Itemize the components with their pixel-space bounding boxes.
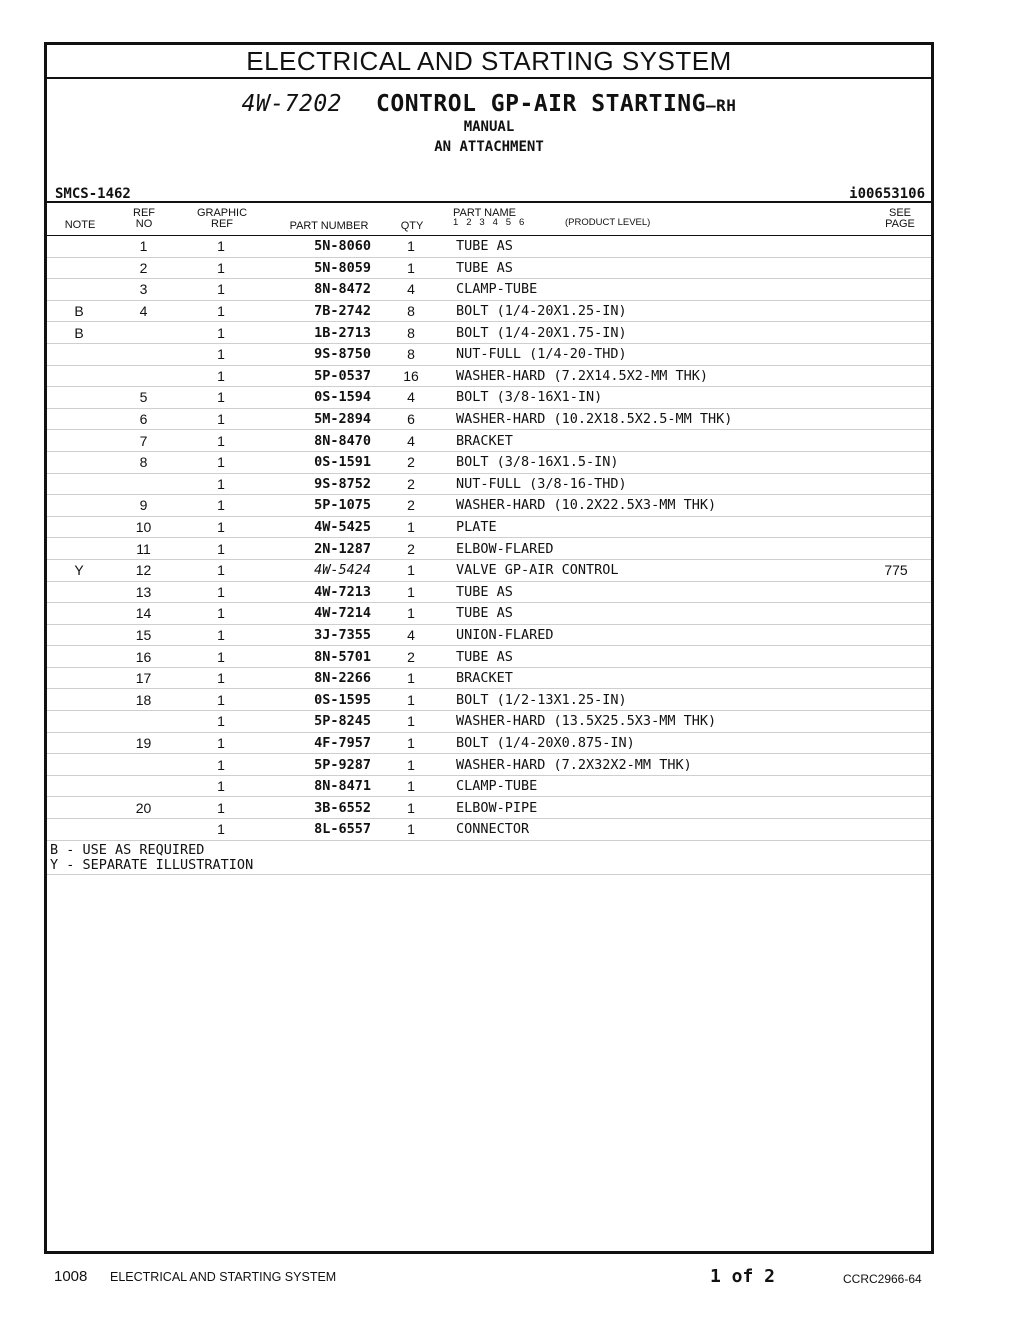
cell-part-number: 1B-2713 — [266, 322, 371, 344]
cell-note: Y — [47, 559, 111, 581]
cell-ref-no: 19 — [111, 732, 176, 754]
cell-note — [47, 603, 111, 625]
cell-see-page: 775 — [861, 559, 931, 581]
cell-graphic-ref: 1 — [176, 732, 266, 754]
cell-part-number: 5P-8245 — [266, 711, 371, 733]
cell-part-name: BOLT (1/4-20X0.875-IN) — [451, 732, 861, 754]
cell-see-page — [861, 732, 931, 754]
cell-qty: 2 — [371, 495, 451, 517]
table-row — [47, 667, 931, 689]
note-y: Y - SEPARATE ILLUSTRATION — [50, 856, 254, 873]
cell-note — [47, 538, 111, 560]
illustration-id: i00653106 — [849, 186, 925, 202]
cell-ref-no: 14 — [111, 603, 176, 625]
cell-graphic-ref: 1 — [176, 711, 266, 733]
cell-graphic-ref: 1 — [176, 775, 266, 797]
cell-part-number: 8N-8471 — [266, 775, 371, 797]
cell-ref-no: 13 — [111, 581, 176, 603]
cell-part-number: 9S-8752 — [266, 473, 371, 495]
cell-note — [47, 365, 111, 387]
cell-part-name: NUT-FULL (1/4-20-THD) — [451, 343, 861, 365]
cell-part-number: 5P-1075 — [266, 495, 371, 517]
cell-see-page — [861, 279, 931, 301]
cell-part-name: ELBOW-PIPE — [451, 797, 861, 819]
cell-graphic-ref: 1 — [176, 387, 266, 409]
table-row — [47, 711, 931, 733]
cell-qty: 8 — [371, 300, 451, 322]
footer-page-number: 1008 — [54, 1268, 88, 1285]
table-row — [47, 624, 931, 646]
cell-ref-no: 4 — [111, 300, 176, 322]
cell-see-page — [861, 624, 931, 646]
cell-part-name: VALVE GP-AIR CONTROL — [451, 559, 861, 581]
cell-qty: 6 — [371, 408, 451, 430]
cell-note — [47, 711, 111, 733]
cell-note — [47, 689, 111, 711]
table-row — [47, 387, 931, 409]
table-row — [47, 473, 931, 495]
cell-ref-no — [111, 473, 176, 495]
cell-qty: 1 — [371, 667, 451, 689]
cell-see-page — [861, 754, 931, 776]
cell-see-page — [861, 322, 931, 344]
group-number: 4W-7202 — [241, 91, 343, 117]
cell-see-page — [861, 236, 931, 257]
cell-note — [47, 775, 111, 797]
cell-graphic-ref: 1 — [176, 754, 266, 776]
cell-ref-no: 15 — [111, 624, 176, 646]
cell-see-page — [861, 646, 931, 668]
cell-graphic-ref: 1 — [176, 408, 266, 430]
table-row — [47, 495, 931, 517]
table-row — [47, 516, 931, 538]
note-b: B - USE AS REQUIRED — [50, 841, 205, 858]
cell-part-number: 4W-7214 — [266, 603, 371, 625]
cell-qty: 4 — [371, 279, 451, 301]
cell-note — [47, 495, 111, 517]
table-row — [47, 430, 931, 452]
cell-qty: 1 — [371, 711, 451, 733]
cell-ref-no — [111, 711, 176, 733]
cell-note: B — [47, 322, 111, 344]
table-row — [47, 754, 931, 776]
table-row — [47, 646, 931, 668]
cell-qty: 8 — [371, 322, 451, 344]
cell-see-page — [861, 819, 931, 841]
cell-part-number: 4W-7213 — [266, 581, 371, 603]
cell-see-page — [861, 495, 931, 517]
cell-note — [47, 451, 111, 473]
cell-see-page — [861, 581, 931, 603]
cell-part-name: UNION-FLARED — [451, 624, 861, 646]
cell-qty: 1 — [371, 236, 451, 257]
cell-part-number: 8N-2266 — [266, 667, 371, 689]
cell-see-page — [861, 365, 931, 387]
cell-ref-no: 1 — [111, 236, 176, 257]
cell-graphic-ref: 1 — [176, 667, 266, 689]
group-line-manual: MANUAL — [463, 119, 515, 135]
table-row — [47, 689, 931, 711]
cell-graphic-ref: 1 — [176, 689, 266, 711]
cell-note — [47, 408, 111, 430]
table-row — [47, 322, 931, 344]
cell-note — [47, 343, 111, 365]
col-qty: QTY — [400, 220, 424, 232]
cell-note — [47, 516, 111, 538]
cell-part-number: 5P-0537 — [266, 365, 371, 387]
cell-part-name: BOLT (3/8-16X1.5-IN) — [451, 451, 861, 473]
cell-graphic-ref: 1 — [176, 495, 266, 517]
cell-qty: 4 — [371, 430, 451, 452]
cell-part-name: PLATE — [451, 516, 861, 538]
cell-ref-no: 17 — [111, 667, 176, 689]
cell-part-number: 4W-5425 — [266, 516, 371, 538]
cell-see-page — [861, 343, 931, 365]
cell-ref-no: 9 — [111, 495, 176, 517]
table-row — [47, 603, 931, 625]
cell-part-name: BOLT (1/4-20X1.75-IN) — [451, 322, 861, 344]
cell-see-page — [861, 775, 931, 797]
group-title — [47, 91, 931, 117]
cell-ref-no: 2 — [111, 257, 176, 279]
table-row — [47, 365, 931, 387]
col-ref-top: REF — [133, 207, 155, 219]
col-part-number: PART NUMBER — [289, 220, 369, 232]
cell-part-name: BOLT (3/8-16X1-IN) — [451, 387, 861, 409]
cell-graphic-ref: 1 — [176, 300, 266, 322]
cell-part-name: WASHER-HARD (10.2X22.5X3-MM THK) — [451, 495, 861, 517]
cell-graphic-ref: 1 — [176, 257, 266, 279]
cell-part-name: BRACKET — [451, 430, 861, 452]
cell-see-page — [861, 797, 931, 819]
table-row — [47, 257, 931, 279]
cell-part-name: NUT-FULL (3/8-16-THD) — [451, 473, 861, 495]
cell-qty: 1 — [371, 516, 451, 538]
cell-qty: 1 — [371, 257, 451, 279]
cell-ref-no: 6 — [111, 408, 176, 430]
cell-graphic-ref: 1 — [176, 322, 266, 344]
page-footer — [0, 1266, 1020, 1290]
table-row — [47, 343, 931, 365]
cell-ref-no: 12 — [111, 559, 176, 581]
cell-qty: 1 — [371, 819, 451, 841]
cell-qty: 1 — [371, 775, 451, 797]
cell-part-number: 8N-8470 — [266, 430, 371, 452]
cell-graphic-ref: 1 — [176, 365, 266, 387]
cell-note — [47, 667, 111, 689]
col-see-bottom: PAGE — [885, 218, 915, 230]
cell-note — [47, 257, 111, 279]
cell-part-name: CLAMP-TUBE — [451, 279, 861, 301]
table-row — [47, 538, 931, 560]
cell-graphic-ref: 1 — [176, 646, 266, 668]
column-headers — [47, 203, 931, 236]
cell-note — [47, 754, 111, 776]
cell-part-number: 9S-8750 — [266, 343, 371, 365]
cell-graphic-ref: 1 — [176, 473, 266, 495]
cell-graphic-ref: 1 — [176, 624, 266, 646]
cell-see-page — [861, 300, 931, 322]
cell-note — [47, 581, 111, 603]
cell-part-number: 5N-8060 — [266, 236, 371, 257]
cell-qty: 2 — [371, 646, 451, 668]
cell-graphic-ref: 1 — [176, 279, 266, 301]
group-name: CONTROL GP-AIR STARTING — [376, 91, 707, 117]
cell-qty: 16 — [371, 365, 451, 387]
cell-graphic-ref: 1 — [176, 516, 266, 538]
cell-qty: 2 — [371, 451, 451, 473]
cell-see-page — [861, 473, 931, 495]
table-row — [47, 797, 931, 819]
table-row — [47, 819, 931, 841]
cell-part-number: 5P-9287 — [266, 754, 371, 776]
col-graphic-bottom: REF — [211, 218, 233, 230]
col-note: NOTE — [64, 219, 96, 231]
cell-part-name: CLAMP-TUBE — [451, 775, 861, 797]
cell-qty: 8 — [371, 343, 451, 365]
col-see-top: SEE — [888, 207, 911, 219]
cell-qty: 1 — [371, 732, 451, 754]
cell-graphic-ref: 1 — [176, 581, 266, 603]
cell-part-name: WASHER-HARD (10.2X18.5X2.5-MM THK) — [451, 408, 861, 430]
table-row — [47, 236, 931, 257]
cell-graphic-ref: 1 — [176, 797, 266, 819]
cell-see-page — [861, 516, 931, 538]
cell-ref-no — [111, 322, 176, 344]
cell-part-name: TUBE AS — [451, 646, 861, 668]
cell-note — [47, 473, 111, 495]
smcs-code: SMCS-1462 — [55, 186, 131, 202]
cell-graphic-ref: 1 — [176, 236, 266, 257]
table-row — [47, 300, 931, 322]
cell-note: B — [47, 300, 111, 322]
cell-see-page — [861, 387, 931, 409]
group-line-attachment: AN ATTACHMENT — [434, 139, 544, 155]
cell-ref-no: 8 — [111, 451, 176, 473]
cell-note — [47, 279, 111, 301]
cell-part-name: WASHER-HARD (13.5X25.5X3-MM THK) — [451, 711, 861, 733]
cell-part-name: BOLT (1/2-13X1.25-IN) — [451, 689, 861, 711]
parts-table — [47, 236, 931, 841]
table-row — [47, 279, 931, 301]
table-row — [47, 732, 931, 754]
cell-note — [47, 624, 111, 646]
cell-ref-no — [111, 819, 176, 841]
cell-ref-no: 10 — [111, 516, 176, 538]
cell-see-page — [861, 257, 931, 279]
col-ref-bottom: NO — [135, 218, 153, 230]
cell-ref-no — [111, 754, 176, 776]
cell-part-number: 8N-5701 — [266, 646, 371, 668]
group-header — [47, 91, 931, 203]
table-row — [47, 408, 931, 430]
cell-note — [47, 797, 111, 819]
cell-note — [47, 236, 111, 257]
cell-part-number: 4W-5424 — [266, 559, 371, 581]
cell-see-page — [861, 667, 931, 689]
cell-ref-no: 16 — [111, 646, 176, 668]
cell-see-page — [861, 408, 931, 430]
col-product-level: (PRODUCT LEVEL) — [565, 217, 651, 228]
cell-note — [47, 430, 111, 452]
cell-graphic-ref: 1 — [176, 538, 266, 560]
section-title: ELECTRICAL AND STARTING SYSTEM — [47, 45, 931, 79]
cell-graphic-ref: 1 — [176, 451, 266, 473]
cell-graphic-ref: 1 — [176, 559, 266, 581]
cell-qty: 1 — [371, 689, 451, 711]
cell-part-name: BRACKET — [451, 667, 861, 689]
cell-ref-no: 11 — [111, 538, 176, 560]
cell-part-number: 3J-7355 — [266, 624, 371, 646]
cell-note — [47, 387, 111, 409]
col-graphic-top: GRAPHIC — [196, 207, 248, 219]
cell-part-name: BOLT (1/4-20X1.25-IN) — [451, 300, 861, 322]
cell-part-number: 8L-6557 — [266, 819, 371, 841]
cell-qty: 1 — [371, 581, 451, 603]
cell-part-name: TUBE AS — [451, 581, 861, 603]
table-row — [47, 581, 931, 603]
footer-section: ELECTRICAL AND STARTING SYSTEM — [110, 1270, 337, 1284]
cell-ref-no: 3 — [111, 279, 176, 301]
cell-part-number: 0S-1595 — [266, 689, 371, 711]
cell-see-page — [861, 451, 931, 473]
cell-part-number: 0S-1594 — [266, 387, 371, 409]
cell-see-page — [861, 689, 931, 711]
cell-qty: 4 — [371, 387, 451, 409]
cell-ref-no — [111, 775, 176, 797]
cell-ref-no — [111, 343, 176, 365]
cell-part-name: TUBE AS — [451, 236, 861, 257]
cell-graphic-ref: 1 — [176, 343, 266, 365]
cell-qty: 1 — [371, 797, 451, 819]
cell-see-page — [861, 538, 931, 560]
cell-part-number: 4F-7957 — [266, 732, 371, 754]
cell-part-name: TUBE AS — [451, 603, 861, 625]
cell-part-number: 5N-8059 — [266, 257, 371, 279]
cell-qty: 1 — [371, 603, 451, 625]
cell-ref-no: 18 — [111, 689, 176, 711]
cell-see-page — [861, 603, 931, 625]
table-row — [47, 559, 931, 581]
cell-part-name: WASHER-HARD (7.2X32X2-MM THK) — [451, 754, 861, 776]
notes-legend — [47, 841, 931, 875]
cell-note — [47, 819, 111, 841]
cell-part-number: 7B-2742 — [266, 300, 371, 322]
table-row — [47, 775, 931, 797]
cell-part-name: CONNECTOR — [451, 819, 861, 841]
footer-code: CCRC2966-64 — [843, 1272, 922, 1286]
cell-note — [47, 646, 111, 668]
cell-part-name: ELBOW-FLARED — [451, 538, 861, 560]
col-part-name: PART NAME — [453, 207, 516, 219]
cell-ref-no — [111, 365, 176, 387]
parts-table-body — [47, 236, 931, 840]
cell-part-name: TUBE AS — [451, 257, 861, 279]
footer-page-of: 1 of 2 — [710, 1266, 776, 1287]
cell-part-name: WASHER-HARD (7.2X14.5X2-MM THK) — [451, 365, 861, 387]
cell-ref-no: 20 — [111, 797, 176, 819]
cell-part-number: 0S-1591 — [266, 451, 371, 473]
table-row — [47, 451, 931, 473]
col-levels: 1 2 3 4 5 6 — [453, 217, 525, 228]
cell-note — [47, 732, 111, 754]
cell-qty: 1 — [371, 754, 451, 776]
cell-qty: 2 — [371, 538, 451, 560]
group-suffix: –RH — [706, 96, 737, 115]
cell-graphic-ref: 1 — [176, 819, 266, 841]
cell-part-number: 8N-8472 — [266, 279, 371, 301]
cell-qty: 4 — [371, 624, 451, 646]
cell-graphic-ref: 1 — [176, 430, 266, 452]
parts-page-frame — [44, 42, 934, 1254]
cell-qty: 1 — [371, 559, 451, 581]
cell-qty: 2 — [371, 473, 451, 495]
cell-part-number: 3B-6552 — [266, 797, 371, 819]
cell-part-number: 2N-1287 — [266, 538, 371, 560]
cell-ref-no: 7 — [111, 430, 176, 452]
cell-see-page — [861, 711, 931, 733]
cell-ref-no: 5 — [111, 387, 176, 409]
cell-part-number: 5M-2894 — [266, 408, 371, 430]
cell-see-page — [861, 430, 931, 452]
cell-graphic-ref: 1 — [176, 603, 266, 625]
